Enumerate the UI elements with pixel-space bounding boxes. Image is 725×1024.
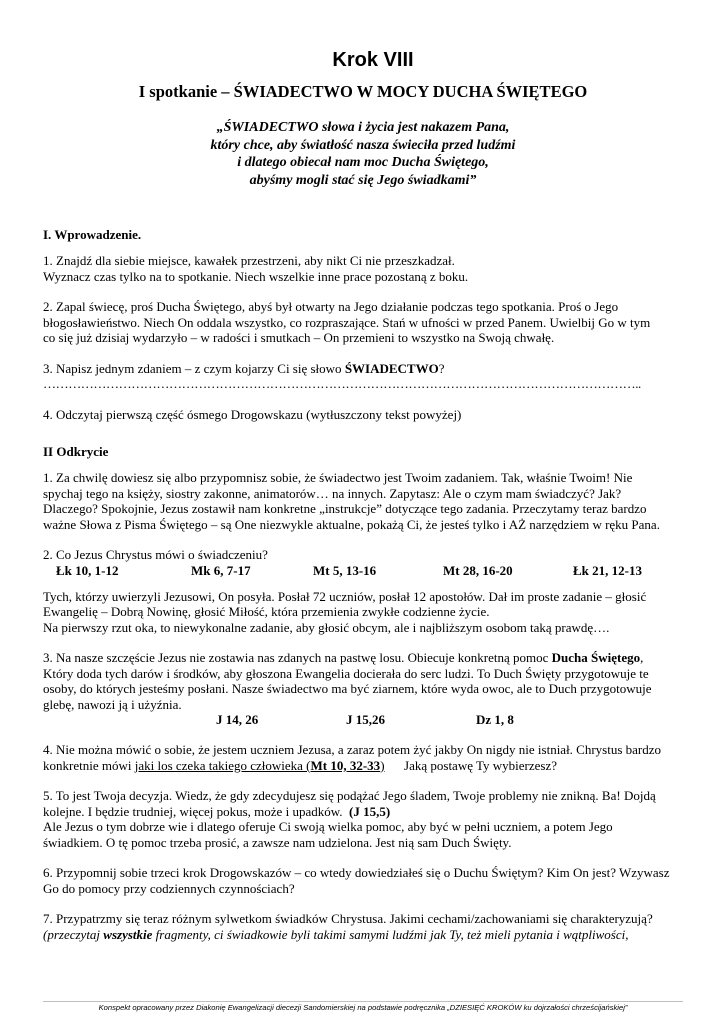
discovery-paragraph-7: [43, 911, 683, 942]
text-line: Który doda tych darów i środków, aby głoszona Ewangelia docierała do serc ludzi. To Duch Święty przygotowuje te: [43, 665, 649, 681]
text-line: [43, 758, 683, 774]
text-span: ?: [438, 360, 445, 376]
scripture-ref-inline: (J 15,5): [349, 803, 391, 819]
page-footer: Konspekt opracowany przez Diakonię Ewangelizacji diecezji Sandomierskiej na podstawie podręcznika „DZIESIĘĆ KROKÓW ku dojrzałości chrześcijańskiej”: [98, 1003, 628, 1012]
text-line: Ale Jezus o tym dobrze wie i dlatego oferuje Ci swoją wielka pomoc, aby być w pełni uczniem, a potem Jego: [43, 819, 613, 835]
text-line: Ewangelię – Dobrą Nowinę, głosić Miłość, która przemienia zwykłe codzienne życie.: [43, 604, 490, 620]
text-line: 1. Za chwilę dowiesz się albo przypomnisz sobie, że świadectwo jest Twoim zadaniem. Tak, właśnie Twoim! Nie: [43, 470, 633, 486]
bold-keyword: ŚWIADECTWO: [344, 360, 439, 376]
text-line: ważne Słowa z Pisma Świętego – są One niezwykle aktualne, pokażą Ci, że jesteś tylko i AŻ narzędziem w ręku Pana.: [43, 516, 660, 532]
discovery-paragraph-5: [43, 788, 683, 850]
footer-divider: [43, 1001, 683, 1002]
text-line: 2. Zapal świecę, proś Ducha Świętego, abyś był otwarty na Jego działanie podczas tego spotkania. Proś o Jego: [43, 299, 619, 315]
intro-paragraph-2: [43, 299, 683, 346]
motto-quote: [43, 119, 683, 189]
page-subtitle: I spotkanie – ŚWIADECTWO W MOCY DUCHA ŚWIĘTEGO: [138, 82, 588, 101]
text-line: 5. To jest Twoja decyzja. Wiedz, że gdy zdecydujesz się podążać Jego śladem, Twoje problemy nie znikną. Ba! Dojdą: [43, 788, 656, 804]
text-span: fragmenty, ci świadkowie byli takimi samymi ludźmi jak Ty, też mieli pytania i wątpliwości,: [152, 926, 629, 942]
section-heading-intro: I. Wprowadzenie.: [43, 227, 142, 243]
discovery-paragraph-6: [43, 865, 683, 896]
text-line: 6. Przypomnij sobie trzeci krok Drogowskazów – co wtedy dowiedziałeś się o Duchu Świętym? Kim On jest? Wzywasz: [43, 865, 670, 881]
document-page: [43, 48, 683, 942]
page-title: Krok VIII: [332, 49, 414, 71]
scripture-references-2: [43, 712, 683, 728]
scripture-references-1: [43, 563, 683, 579]
text-line: błogosławieństwo. Niech On oddala wszystko, co rozpraszające. Stań w ufności w przed Panem. Uwielbij Go w tym: [43, 314, 651, 330]
scripture-ref: Mt 5, 13-16: [313, 562, 377, 578]
text-line: [43, 804, 683, 820]
discovery-paragraph-3: [43, 650, 683, 712]
scripture-ref: Dz 1, 8: [476, 712, 514, 728]
motto-line: który chce, aby światłość nasza świeciła przed ludźmi: [210, 137, 516, 153]
text-line: spychaj tego na księży, siostry zakonne, animatorów… na innych. Zapytasz: Ale o czym mam świadczyć? Jak?: [43, 485, 622, 501]
text-line: Go do pomocy przy codziennych czynnościach?: [43, 880, 295, 896]
text-span: ,: [640, 650, 644, 666]
text-line: [43, 650, 683, 666]
scripture-ref: J 14, 26: [216, 712, 259, 728]
text-span: 3. Napisz jednym zdaniem – z czym kojarzy Ci się słowo: [43, 360, 345, 376]
scripture-ref: Mt 28, 16-20: [443, 562, 513, 578]
intro-paragraph-4: 4. Odczytaj pierwszą część ósmego Drogowskazu (wytłuszczony tekst powyżej): [43, 406, 462, 422]
text-line: [43, 361, 683, 377]
scripture-ref: J 15,26: [346, 712, 385, 728]
text-span: Jaką postawę Ty wybierzesz?: [384, 757, 558, 773]
text-line: Na pierwszy rzut oka, to niewykonalne zadanie, aby głosić obcym, ale i najbliższym osobom taką prawdę….: [43, 619, 610, 635]
text-line: 1. Znajdź dla siebie miejsce, kawałek przestrzeni, aby nikt Ci nie przeszkadzał.: [43, 253, 455, 269]
scripture-ref-inline: Mt 10, 32-33: [310, 757, 381, 773]
answer-dotted-line: ……………………………………………………………………………………………………………………………..: [43, 376, 641, 392]
text-line: glebę, nawozi ją i użyźnia.: [43, 696, 182, 712]
motto-line: „ŚWIADECTWO słowa i życia jest nakazem Pana,: [216, 120, 510, 135]
text-line: 4. Nie można mówić o sobie, że jestem uczniem Jezusa, a zaraz potem żyć jakby On nigdy nie istniał. Chrystus bardzo: [43, 742, 662, 758]
bold-keyword: wszystkie: [103, 926, 153, 942]
scripture-ref: Łk 21, 12-13: [573, 562, 642, 578]
discovery-paragraph-4: [43, 742, 683, 773]
intro-paragraph-3: [43, 361, 683, 392]
underlined-text: ): [380, 757, 385, 773]
underlined-text: jaki los czeka takiego człowieka (: [134, 757, 311, 773]
text-line: świadkiem. O tę pomoc trzeba prosić, a zawsze nam udzielona. Jest nią sam Duch Święty.: [43, 834, 512, 850]
motto-line: i dlatego obiecał nam moc Ducha Świętego,: [237, 155, 489, 171]
text-span: konkretnie mówi: [43, 757, 135, 773]
discovery-paragraph-1: [43, 470, 683, 532]
bold-keyword: Ducha Świętego: [551, 650, 641, 666]
discovery-paragraph-2b: [43, 589, 683, 636]
text-line: osoby, do których jesteśmy posłani. Nasze świadectwo ma być ziarnem, które wyda owoc, ale to Duch przygotowuje: [43, 681, 652, 697]
text-line: [43, 927, 683, 943]
scripture-ref: Mk 6, 7-17: [191, 562, 251, 578]
intro-paragraph-1: [43, 253, 683, 284]
text-line: 7. Przypatrzmy się teraz różnym sylwetkom świadków Chrystusa. Jakimi cechami/zachowaniami się charakteryzują?: [43, 911, 653, 927]
section-heading-discovery: II Odkrycie: [43, 444, 109, 460]
text-line: Tych, którzy uwierzyli Jezusowi, On posyła. Posłał 72 uczniów, posłał 12 apostołów. Dał im proste zadanie – głosić: [43, 588, 647, 604]
text-span: kolejne. I będzie trudniej, więcej pokus, może i upadków.: [43, 803, 350, 819]
scripture-ref: Łk 10, 1-12: [56, 562, 119, 578]
text-line: Dlaczego? Spokojnie, Jezus zostawił nam konkretne „instrukcje” dotyczące tego zadania. Przeczytamy teraz bardzo: [43, 501, 647, 517]
text-span: (przeczytaj: [43, 926, 104, 942]
text-line: Wyznacz czas tylko na to spotkanie. Niech wszelkie inne prace pozostaną z boku.: [43, 268, 469, 284]
discovery-paragraph-2: 2. Co Jezus Chrystus mówi o świadczeniu?: [43, 547, 268, 563]
text-line: co się już dzisiaj wydarzyło – w radości i smutkach – On przemieni to wszystko na Swoją chwałę.: [43, 330, 555, 346]
motto-line: abyśmy mogli stać się Jego świadkami”: [249, 172, 477, 188]
text-span: 3. Na nasze szczęście Jezus nie zostawia nas zdanych na pastwę losu. Obiecuje konkretną pomoc: [43, 650, 552, 666]
